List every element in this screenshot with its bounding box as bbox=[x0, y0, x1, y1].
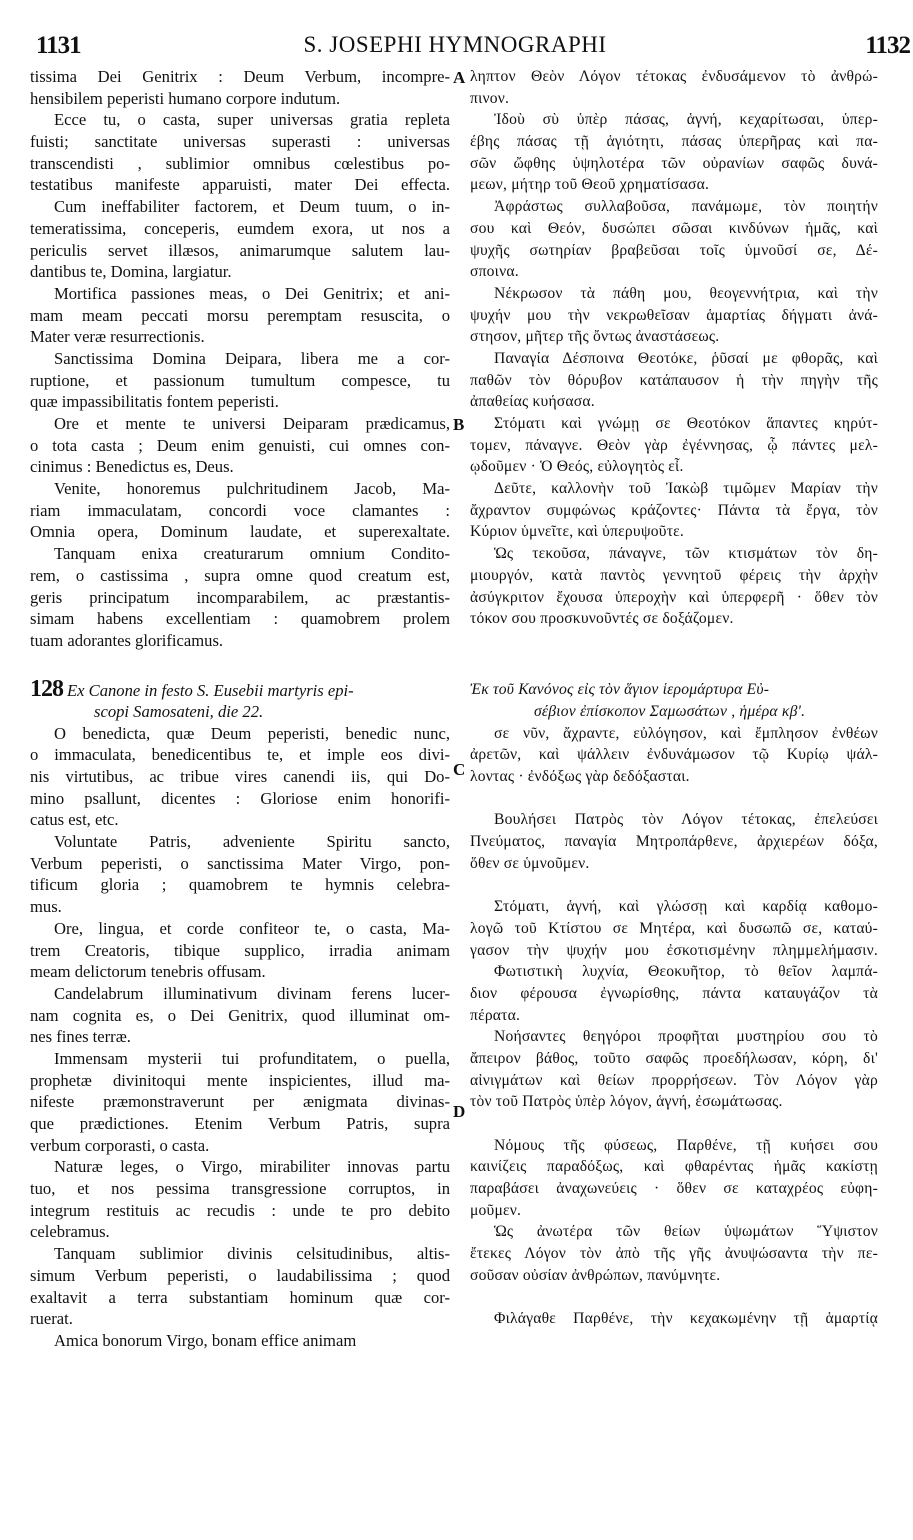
latin-text-line: catus est, etc. bbox=[30, 810, 119, 830]
greek-text-line: μοῦμεν. bbox=[470, 1201, 522, 1219]
latin-text-line: nifeste præmonstraverunt per ænigmata divinas- bbox=[30, 1092, 450, 1112]
latin-text-line: quæ impassibilitatis fontem peperisti. bbox=[30, 392, 279, 412]
greek-text-line: σου καὶ Θεόν, δυσώπει σῶσαι κινδύνων ἡμᾶς, καὶ bbox=[470, 219, 878, 237]
margin-letter-b: B bbox=[453, 415, 465, 434]
greek-heading-line bbox=[470, 701, 878, 723]
spacer bbox=[470, 1287, 878, 1309]
latin-text-line: periculis servet illæsos, animarumque salutem lau- bbox=[30, 240, 450, 260]
greek-text-line: ὅθεν σε ὑμνοῦμεν. bbox=[470, 854, 590, 872]
greek-text-line: παραβάσει ἀναχωνεύεις · ὅθεν σε καταχρέος εὐφη- bbox=[470, 1180, 878, 1198]
greek-text-line: στησον, μῆτερ τῆς ὄντως ἀναστάσεως. bbox=[470, 328, 720, 346]
greek-text-line: Βουλήσει Πατρὸς τὸν Λόγον τέτοκας, ἐπελεύσει bbox=[494, 811, 878, 829]
greek-text-line: διον φέρουσα ἐγνωρίσθης, πάντα καταυγάζον τὰ bbox=[470, 984, 878, 1002]
latin-text-line: Cum ineffabiliter factorem, et Deum tuum, o in- bbox=[54, 197, 450, 217]
page-number-right: 1132 bbox=[865, 32, 910, 59]
latin-text-line: Tanquam enixa creaturarum omnium Condito- bbox=[54, 544, 450, 564]
latin-text-line: que prædictiones. Etenim Verbum Patris, supra bbox=[30, 1114, 450, 1133]
latin-text-line: o immaculata, benedicentibus te, et imple eos divi- bbox=[30, 745, 450, 765]
latin-text-line: Voluntate Patris, adveniente Spiritu sancto, bbox=[54, 832, 450, 852]
greek-text-line: παθῶν τὸν θόρυβον κατάπαυσον ἡ τὴν πηγὴν τῆς bbox=[470, 371, 878, 389]
latin-text-line: tificum gloria ; quamobrem te hymnis celebra- bbox=[30, 875, 450, 895]
greek-text-line: Κύριον ὑμνεῖτε, καὶ ὑπερυψοῦτε. bbox=[470, 523, 685, 541]
greek-text-line: ἀρετῶν, καὶ ψάλλειν ἐνδυνάμωσον τῷ Κυρίῳ ψάλ- bbox=[470, 746, 878, 764]
heading-text: Ex Canone in festo S. Eusebii martyris epi- bbox=[67, 681, 354, 701]
latin-text-line: simum Verbum peperisti, o laudabilissima ; quod bbox=[30, 1265, 450, 1285]
latin-text-line: nam cognita es, o Dei Genitrix, quod illuminat om- bbox=[30, 1005, 450, 1025]
latin-text-line: testatibus manifeste apparuisti, mater Dei effecta. bbox=[30, 175, 450, 195]
greek-text-line: ψυχήν μου τὴν νεκρωθεῖσαν ἁμαρτίας δήγματι ἀνά- bbox=[470, 306, 878, 324]
latin-text-line: mam meam peccati morsu peremptam resuscita, o bbox=[30, 305, 450, 325]
greek-text-line: έβης πάσας τῇ ἁγιότητι, πάσας ὑπερῆρας καὶ πα- bbox=[470, 133, 878, 151]
greek-text-line: Στόματι, ἁγνή, καὶ γλώσσῃ καὶ καρδίᾳ καθομο- bbox=[494, 898, 878, 916]
greek-heading-line bbox=[470, 679, 878, 701]
greek-text-line: Πνεύματος, παναγία Μητροπάρθενε, ἀρχιερέων δόξα, bbox=[470, 833, 878, 851]
greek-text-line: μιουργόν, κατὰ παντὸς γεννητοῦ φέρεις τὴν ἀρχὴν bbox=[470, 566, 878, 584]
greek-text-line: Φωτιστικὴ λυχνία, Θεοκυῆτορ, τὸ θεῖον λαμπά- bbox=[494, 963, 878, 981]
latin-text-line: tissima Dei Genitrix : Deum Verbum, incompre- bbox=[30, 67, 450, 86]
greek-text-line: αἰνιγμάτων καὶ θείων προρρήσεων. Τὸν Λόγον γὰρ bbox=[470, 1071, 878, 1089]
greek-text-line: Δεῦτε, καλλονὴν τοῦ Ἰακὼβ τιμῶμεν Μαρίαν τὴν bbox=[494, 480, 878, 498]
latin-text-line: Amica bonorum Virgo, bonam effice animam bbox=[54, 1330, 357, 1350]
latin-text-line: tuo, et nos pessima transgressione corruptos, in bbox=[30, 1179, 450, 1199]
latin-text-line: ruptione, et passionum tumultum compesce, tu bbox=[30, 370, 450, 390]
latin-text-line: trem Creatoris, tibique supplico, irradia animam bbox=[30, 940, 450, 960]
greek-text-line: Ὡς ἀνωτέρα τῶν θείων ὑψωμάτων Ὕψιστον bbox=[494, 1223, 878, 1241]
latin-text-line: meam delictorum tenebris offusam. bbox=[30, 962, 266, 982]
latin-text-line: Ecce tu, o casta, super universas gratia repleta bbox=[54, 110, 450, 130]
spacer bbox=[470, 630, 878, 652]
latin-text-line: Omnia opera, Dominum laudate, et superexaltate. bbox=[30, 522, 450, 542]
greek-text-line: λογῶ τοῦ Κτίστου σε Μητέρα, καὶ δυσωπῶ σε, καταύ- bbox=[470, 919, 878, 937]
greek-text-line: ἄπειρον βάθος, τοῦτο σαφῶς προεδήλωσαν, κόρη, δι' bbox=[470, 1049, 878, 1067]
latin-text-line: exaltavit a terra substantiam hominum quæ cor- bbox=[30, 1287, 450, 1307]
greek-text-line: Ἀφράστως συλλαβοῦσα, πανάμωμε, τὸν ποιητήν bbox=[494, 198, 878, 216]
latin-text-line: Mater veræ resurrectionis. bbox=[30, 327, 205, 347]
spacer bbox=[30, 652, 450, 674]
latin-heading-line bbox=[30, 679, 450, 701]
latin-text-line: O benedicta, quæ Deum peperisti, benedic nunc, bbox=[54, 723, 450, 743]
heading-text: σέβιον ἐπίσκοπον Σαμωσάτων , ἡμέρα κβ'. bbox=[534, 702, 806, 720]
latin-text-line: riam immaculatam, concordi voce clamantes : bbox=[30, 500, 450, 520]
spacer bbox=[470, 1113, 878, 1135]
latin-text-line: Mortifica passiones meas, o Dei Genitrix; et ani- bbox=[54, 283, 450, 303]
greek-text-line: ῳδοῦμεν · Ὁ Θεός, εὐλογητὸς εἶ. bbox=[470, 458, 684, 476]
latin-text-line: Immensam mysterii tui profunditatem, o puella, bbox=[54, 1048, 450, 1068]
greek-text-line: Παναγία Δέσποινα Θεοτόκε, ῥῦσαί με φθορᾶς, καὶ bbox=[494, 349, 878, 367]
latin-text-line: fuisti; sanctitate universas superasti : universas bbox=[30, 132, 450, 152]
greek-text-line: ἀπαθείας κυήσασα. bbox=[470, 393, 595, 411]
spacer bbox=[470, 874, 878, 896]
greek-column bbox=[470, 66, 878, 1330]
margin-letter-a: A bbox=[453, 68, 466, 87]
spacer bbox=[470, 652, 878, 674]
heading-text: Ἐκ τοῦ Κανόνος εἰς τὸν ἅγιον ἱερομάρτυρα Εὐ- bbox=[470, 681, 770, 699]
latin-text-line: Naturæ leges, o Virgo, mirabiliter innovas partu bbox=[54, 1157, 450, 1177]
greek-text-line: Νοήσαντες θεηγόροι προφῆται μυστηρίου σου τὸ bbox=[494, 1028, 878, 1046]
latin-text-line: temeratissima, conceperis, eumdem exora, ut nos a bbox=[30, 218, 450, 238]
greek-text-line: Νέκρωσον τὰ πάθη μου, θεογεννήτρια, καὶ τὴν bbox=[494, 284, 878, 302]
latin-text-line: cinimus : Benedictus es, Deus. bbox=[30, 457, 234, 477]
latin-text-line: tuam adorantes glorificamus. bbox=[30, 630, 224, 650]
greek-text-line: Φιλάγαθε Παρθένε, τὴν κεχακωμένην τῇ ἁμαρτίᾳ bbox=[494, 1310, 878, 1328]
greek-text-line: Ὡς τεκοῦσα, πάναγνε, τῶν κτισμάτων τὸν δη- bbox=[494, 545, 878, 563]
greek-text-line: Στόματι καὶ γνώμῃ σε Θεοτόκον ἅπαντες κηρύτ- bbox=[494, 415, 878, 432]
greek-text-line: σε νῦν, ἄχραντε, εὐλόγησον, καὶ ἔμπλησον ἐνθέων bbox=[494, 724, 878, 742]
greek-text-line: πέρατα. bbox=[470, 1006, 521, 1024]
greek-text-line: ἔτεκες Λόγον τὸν ἀπὸ τῆς γῆς ἀνυψώσαντα τὴν πε- bbox=[470, 1245, 878, 1263]
greek-text-line: γασον τὴν ψυχήν μου ἐσκοτισμένην πλημμελήμασιν. bbox=[470, 941, 878, 959]
latin-text-line: hensibilem peperisti humano corpore indutum. bbox=[30, 88, 341, 108]
latin-text-line: celebramus. bbox=[30, 1222, 110, 1242]
page-number-left: 1131 bbox=[36, 32, 81, 59]
latin-text-line: Candelabrum illuminativum divinam ferens lucer- bbox=[54, 983, 450, 1003]
latin-text-line: integrum restituis ac recudis : unde te pro debito bbox=[30, 1200, 450, 1220]
greek-text-line: μεων, μήτηρ τοῦ Θεοῦ χρηματίσασα. bbox=[470, 176, 710, 194]
latin-text-line: Sanctissima Domina Deipara, libera me a cor- bbox=[54, 348, 450, 368]
greek-text-line: ληπτον Θεὸν Λόγον τέτοκας ἐνδυσάμενον τὸ ἀνθρώ- bbox=[470, 68, 878, 85]
margin-letter-c: C bbox=[453, 760, 466, 779]
latin-heading-line bbox=[30, 701, 450, 723]
heading-text: scopi Samosateni, die 22. bbox=[94, 701, 264, 721]
latin-text-line: Ore et mente te universi Deiparam prædicamus, bbox=[54, 414, 450, 433]
greek-text-line: ψυχῆς σωτηρίαν βραβεῦσαι τοῖς ὑμνοῦσί σε, Δέ- bbox=[470, 241, 878, 259]
margin-letter-d: D bbox=[453, 1102, 466, 1121]
greek-text-line: σποινα. bbox=[470, 263, 519, 281]
latin-text-line: transcendisti , sublimior omnibus cœlestibus po- bbox=[30, 153, 450, 173]
latin-text-line: mus. bbox=[30, 897, 62, 917]
greek-text-line: πινον. bbox=[470, 89, 510, 107]
latin-text-line: dantibus te, Domina, largiatur. bbox=[30, 262, 232, 282]
latin-text-line: prophetæ divinitoqui mente inspicientes, illud ma- bbox=[30, 1070, 450, 1090]
greek-text-line: τομεν, πάναγνε. Θεὸν γὰρ ἐγέννησας, ᾧ πάντες μελ- bbox=[470, 436, 878, 454]
latin-text-line: ruerat. bbox=[30, 1309, 73, 1329]
greek-text-line: τὸν τοῦ Πατρὸς ὑπὲρ λόγον, ἁγνή, ἐσωμάτωσας. bbox=[470, 1093, 783, 1111]
latin-text-line: o tota casta ; Deum enim genuisti, cui omnes con- bbox=[30, 435, 450, 455]
greek-text-line: σῶν ὤφθης ὑψηλοτέρα τῶν οὐρανίων σαφῶς δυνά- bbox=[470, 154, 878, 172]
latin-text-line: Venite, honoremus pulchritudinem Jacob, Ma- bbox=[54, 479, 450, 499]
latin-text-line: nes fines terræ. bbox=[30, 1027, 131, 1047]
greek-text-line: τόκον σου προσκυνοῦντές σε δοξάζομεν. bbox=[470, 610, 734, 628]
latin-text-line: rem, o castissima , supra omne quod creatum est, bbox=[30, 565, 450, 585]
latin-text-line: Tanquam sublimior divinis celsitudinibus, altis- bbox=[54, 1244, 450, 1264]
latin-text-line: mino psallunt, dicentes : Gloriose enim honorifi- bbox=[30, 788, 450, 808]
greek-text-line: Ἰδοὺ σὺ ὑπὲρ πάσας, ἁγνή, κεχαρίτωσαι, ὑπερ- bbox=[494, 111, 878, 129]
latin-text-line: verbum corporasti, o casta. bbox=[30, 1135, 210, 1155]
latin-column bbox=[30, 66, 450, 1352]
greek-text-line: σοῦσαν οὐσίαν ἀνθρώπων, πανύμνητε. bbox=[470, 1266, 721, 1284]
greek-text-line: λοντας · ἐνδόξως γὰρ δεδόξασται. bbox=[470, 768, 690, 785]
running-title: S. JOSEPHI HYMNOGRAPHI bbox=[303, 32, 607, 57]
latin-text-line: simam habens excellentiam : quamobrem prolem bbox=[30, 609, 450, 629]
latin-text-line: geris principatum incomparabilem, ac præstantis- bbox=[30, 587, 450, 607]
greek-text-line: καινίζεις παραδόξως, καὶ φθαρέντας ἡμᾶς κακίστῃ bbox=[470, 1158, 878, 1176]
section-number: 128 bbox=[30, 679, 63, 701]
greek-text-line: ἄχραντον συμφώνως κράζοντες· Πάντα τὰ ἔργα, τὸν bbox=[470, 501, 878, 519]
greek-text-line: ἀσύγκριτον ἔχουσα ὑπεροχὴν καὶ ὑπερφερῆ · ὅθεν τὸν bbox=[470, 588, 878, 606]
spacer bbox=[470, 788, 878, 810]
latin-text-line: nis virtutibus, ac tribue vires canendi iis, qui Do- bbox=[30, 767, 450, 786]
latin-text-line: Verbum peperisti, o sanctissima Mater Virgo, pon- bbox=[30, 853, 450, 873]
page-header bbox=[30, 32, 910, 62]
greek-text-line: Νόμους τῆς φύσεως, Παρθένε, τῇ κυήσει σου bbox=[494, 1136, 878, 1154]
latin-text-line: Ore, lingua, et corde confiteor te, o casta, Ma- bbox=[54, 918, 450, 938]
